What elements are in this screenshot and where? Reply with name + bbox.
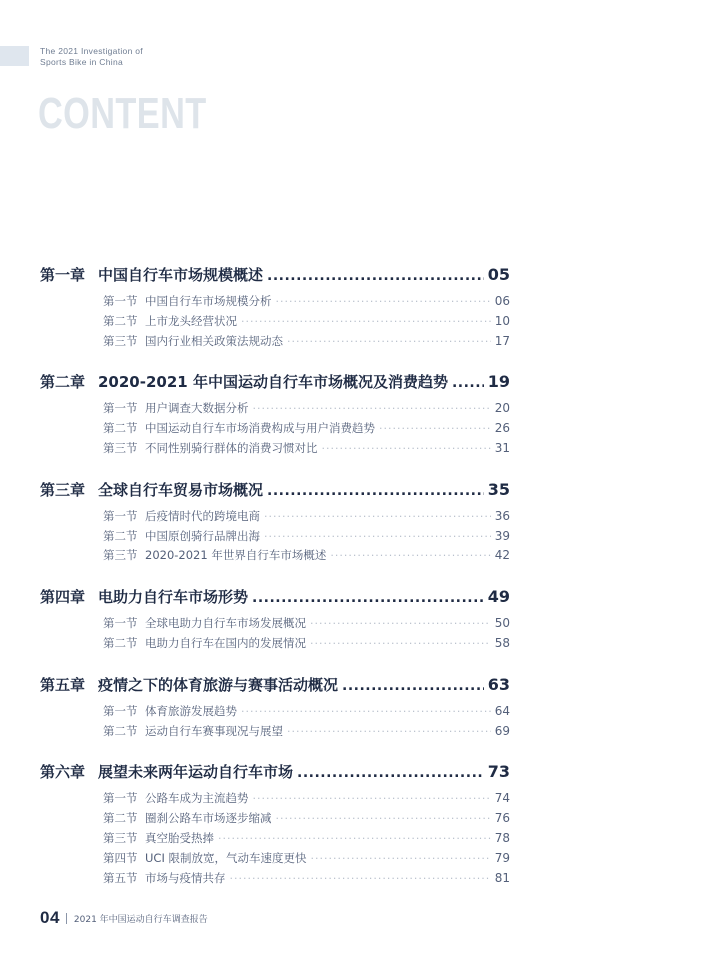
dot-leader	[276, 809, 491, 829]
section-number: 第一节	[103, 508, 138, 523]
section-title: 圈刹公路车市场逐步缩减	[145, 811, 272, 826]
chapter-page-number: 73	[487, 762, 510, 782]
section-number: 第二节	[103, 635, 138, 650]
chapter-page-number: 05	[487, 265, 510, 284]
chapter-title: 全球自行车贸易市场概况	[98, 480, 264, 499]
section-page-number: 50	[494, 616, 510, 631]
chapter-title: 疫情之下的体育旅游与赛事活动概况	[98, 675, 339, 694]
toc-section-entry[interactable]	[103, 869, 510, 889]
footer-report-title: 2021 年中国运动自行车调查报告	[73, 914, 208, 925]
toc-section-entry[interactable]	[103, 507, 510, 527]
toc-section-entry[interactable]	[103, 399, 510, 419]
section-number: 第三节	[103, 830, 138, 845]
toc-section-list	[40, 399, 510, 458]
corner-accent-block	[0, 46, 29, 66]
section-number: 第五节	[103, 870, 138, 885]
toc-section-list	[40, 507, 510, 566]
section-number: 第一节	[103, 401, 138, 416]
toc-section-entry[interactable]	[103, 332, 510, 352]
section-number: 第一节	[103, 616, 138, 631]
chapter-title: 中国自行车市场规模概述	[98, 266, 264, 284]
toc-section-list	[40, 614, 510, 654]
dot-leader	[264, 527, 491, 547]
dot-leader	[322, 439, 491, 459]
dot-leader	[342, 672, 484, 699]
chapter-title: 2020-2021 年中国运动自行车市场概况及消费趋势	[98, 373, 448, 392]
page-footer	[40, 908, 208, 928]
toc-chapter	[40, 262, 510, 351]
section-title: 用户调查大数据分析	[145, 401, 249, 416]
section-number: 第二节	[103, 313, 138, 328]
toc-section-list	[40, 292, 510, 351]
toc-section-entry[interactable]	[103, 809, 510, 829]
section-page-number: 39	[494, 528, 510, 543]
section-title: 全球电助力自行车市场发展概况	[145, 616, 306, 631]
toc-chapter-entry[interactable]	[40, 477, 510, 503]
report-english-title-line2: Sports Bike in China	[40, 57, 124, 67]
toc-chapter-entry[interactable]	[40, 759, 510, 785]
section-number: 第三节	[103, 440, 138, 455]
dot-leader	[297, 759, 484, 786]
dot-leader	[253, 399, 491, 419]
section-page-number: 58	[494, 635, 510, 650]
section-title: 中国运动自行车市场消费构成与用户消费趋势	[145, 421, 375, 436]
toc-chapter	[40, 759, 510, 888]
section-page-number: 31	[494, 440, 510, 455]
section-title: 不同性别骑行群体的消费习惯对比	[145, 440, 318, 455]
dot-leader	[310, 634, 491, 654]
toc-chapter-entry[interactable]	[40, 262, 510, 288]
toc-chapter	[40, 477, 510, 566]
section-page-number: 26	[494, 421, 510, 436]
dot-leader	[452, 369, 484, 396]
toc-section-entry[interactable]	[103, 849, 510, 869]
dot-leader	[264, 507, 491, 527]
toc-chapter-entry[interactable]	[40, 369, 510, 395]
section-page-number: 69	[494, 723, 510, 738]
toc-section-entry[interactable]	[103, 419, 510, 439]
section-page-number: 78	[494, 830, 510, 845]
toc-section-entry[interactable]	[103, 439, 510, 459]
section-page-number: 64	[494, 703, 510, 718]
section-page-number: 79	[494, 850, 510, 865]
dot-leader	[276, 292, 491, 312]
dot-leader	[252, 584, 484, 611]
table-of-contents	[40, 262, 510, 906]
dot-leader	[330, 546, 490, 566]
section-title: 中国自行车市场规模分析	[145, 294, 272, 308]
section-title: 上市龙头经营状况	[145, 313, 237, 328]
toc-section-entry[interactable]	[103, 546, 510, 566]
toc-section-entry[interactable]	[103, 702, 510, 722]
section-number: 第一节	[103, 791, 138, 806]
footer-page-number: 04	[40, 908, 60, 927]
section-title: 后疫情时代的跨境电商	[145, 508, 260, 523]
section-number: 第二节	[103, 421, 138, 436]
section-title: 体育旅游发展趋势	[145, 703, 237, 718]
toc-section-list	[40, 702, 510, 742]
section-page-number: 10	[494, 313, 510, 328]
section-title: 公路车成为主流趋势	[145, 791, 249, 806]
toc-chapter	[40, 672, 510, 742]
chapter-page-number: 35	[487, 479, 510, 499]
report-english-title	[40, 46, 143, 68]
content-heading: CONTENT	[38, 89, 207, 138]
toc-section-entry[interactable]	[103, 829, 510, 849]
footer-divider	[66, 913, 67, 924]
section-page-number: 20	[494, 401, 510, 416]
chapter-title: 电助力自行车市场形势	[98, 588, 249, 607]
section-title: 国内行业相关政策法规动态	[145, 333, 283, 348]
dot-leader	[241, 702, 491, 722]
dot-leader	[230, 869, 491, 889]
toc-section-entry[interactable]	[103, 789, 510, 809]
dot-leader	[267, 477, 484, 504]
section-title: 2020-2021 年世界自行车市场概述	[145, 548, 327, 563]
chapter-number: 第二章	[40, 373, 86, 392]
section-title: 真空胎受热捧	[145, 830, 214, 845]
toc-section-entry[interactable]	[103, 614, 510, 634]
section-page-number: 17	[494, 333, 510, 348]
toc-chapter	[40, 369, 510, 458]
section-page-number: 42	[494, 548, 510, 563]
chapter-page-number: 19	[487, 372, 510, 392]
dot-leader	[218, 829, 491, 849]
chapter-number: 第四章	[40, 588, 86, 607]
chapter-title: 展望未来两年运动自行车市场	[98, 763, 294, 782]
section-title: 市场与疫情共存	[145, 870, 226, 885]
section-number: 第二节	[103, 723, 138, 738]
section-number: 第三节	[103, 548, 138, 563]
section-number: 第一节	[103, 703, 138, 718]
dot-leader	[311, 849, 491, 869]
section-page-number: 06	[494, 294, 510, 308]
toc-section-entry[interactable]	[103, 722, 510, 742]
toc-section-entry[interactable]	[103, 634, 510, 654]
dot-leader	[267, 262, 484, 289]
section-page-number: 36	[494, 508, 510, 523]
toc-chapter-entry[interactable]	[40, 584, 510, 610]
toc-chapter	[40, 584, 510, 654]
toc-section-entry[interactable]	[103, 292, 510, 312]
dot-leader	[287, 722, 491, 742]
dot-leader	[287, 332, 491, 352]
chapter-number: 第五章	[40, 675, 86, 694]
toc-section-list	[40, 789, 510, 888]
toc-section-entry[interactable]	[103, 312, 510, 332]
toc-section-entry[interactable]	[103, 527, 510, 547]
section-number: 第二节	[103, 811, 138, 826]
chapter-number: 第六章	[40, 763, 86, 782]
section-page-number: 81	[494, 870, 510, 885]
section-title: UCI 限制放宽，气动车速度更快	[145, 850, 307, 865]
section-title: 运动自行车赛事现况与展望	[145, 723, 283, 738]
chapter-number: 第一章	[40, 266, 86, 284]
chapter-page-number: 49	[487, 587, 510, 607]
toc-chapter-entry[interactable]	[40, 672, 510, 698]
dot-leader	[241, 312, 491, 332]
section-title: 中国原创骑行品牌出海	[145, 528, 260, 543]
section-page-number: 74	[494, 791, 510, 806]
dot-leader	[310, 614, 491, 634]
section-number: 第一节	[103, 294, 138, 308]
dot-leader	[379, 419, 491, 439]
section-number: 第三节	[103, 333, 138, 348]
section-title: 电助力自行车在国内的发展情况	[145, 635, 306, 650]
dot-leader	[253, 789, 491, 809]
chapter-number: 第三章	[40, 480, 86, 499]
section-number: 第二节	[103, 528, 138, 543]
report-english-title-line1: The 2021 Investigation of	[40, 46, 143, 56]
chapter-page-number: 63	[487, 674, 510, 694]
section-page-number: 76	[494, 811, 510, 826]
section-number: 第四节	[103, 850, 138, 865]
